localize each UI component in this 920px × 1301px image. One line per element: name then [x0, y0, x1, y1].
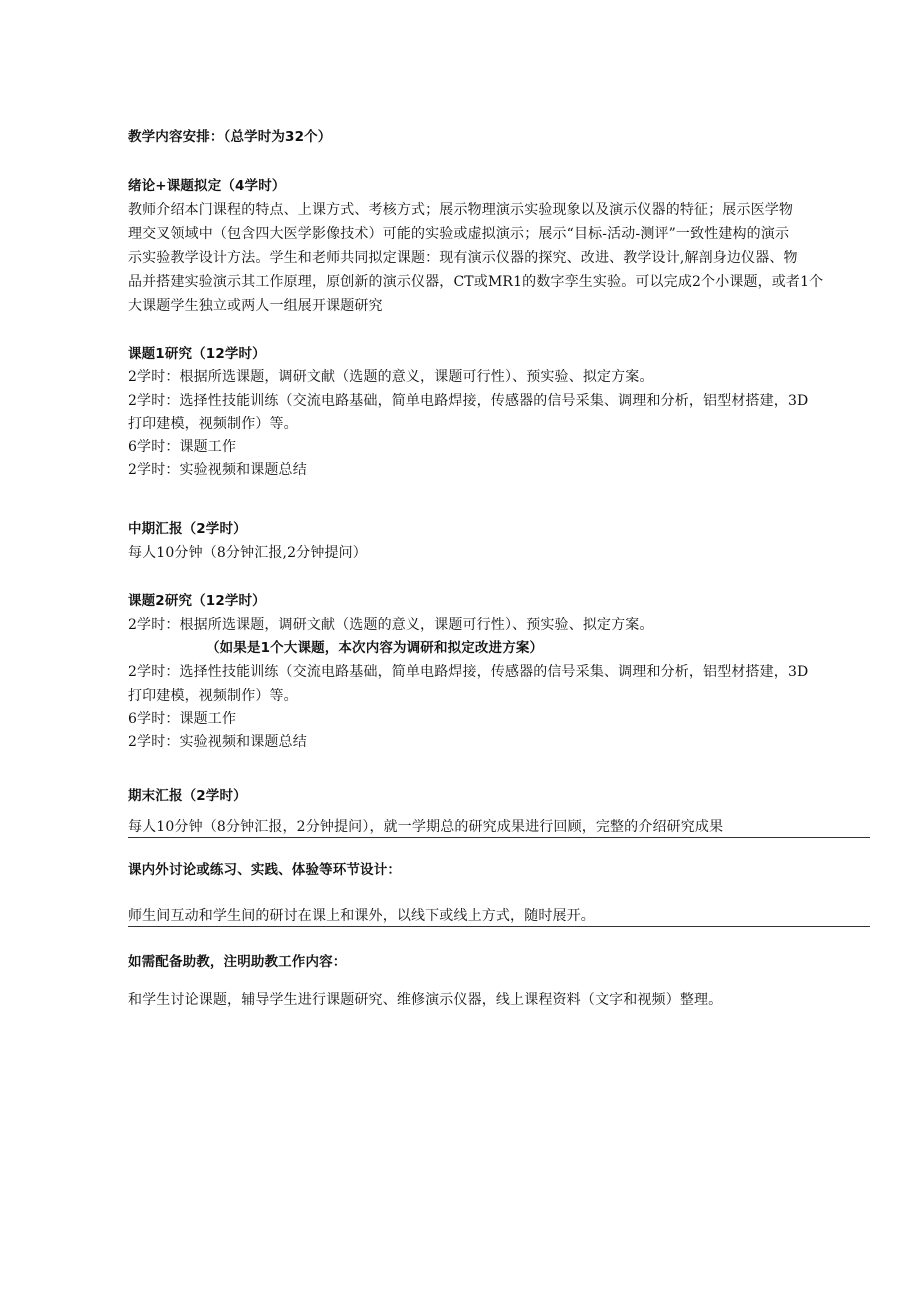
- topic2-line: 2学时：实验视频和课题总结: [128, 734, 307, 750]
- discussion-title: 课内外讨论或练习、实践、体验等环节设计：: [128, 862, 401, 878]
- intro-line: 理交叉领域中（包含四大医学影像技术）可能的实验或虚拟演示；展示“目标-活动-测评”一致性建构的演示: [128, 226, 790, 242]
- intro-title: 绪论+课题拟定（4学时）: [128, 178, 286, 194]
- final-title: 期末汇报（2学时）: [128, 788, 247, 804]
- intro-line: 品并搭建实验演示其工作原理，原创新的演示仪器，CT或MR1的数字孪生实验。可以完成2个小课题，或者1个: [128, 274, 824, 290]
- topic1-line: 打印建模，视频制作）等。: [128, 416, 298, 432]
- final-line: 每人10分钟（8分钟汇报，2分钟提问），就一学期总的研究成果进行回顾，完整的介绍研究成果: [128, 819, 724, 835]
- intro-line: 示实验教学设计方法。学生和老师共同拟定课题：现有演示仪器的探究、改进、教学设计,解剖身边仪器、物: [128, 250, 798, 266]
- midterm-title: 中期汇报（2学时）: [128, 521, 247, 537]
- topic2-title: 课题2研究（12学时）: [128, 593, 266, 609]
- intro-line: 大课题学生独立或两人一组展开课题研究: [128, 298, 383, 314]
- section-heading-teaching-plan: 教学内容安排：（总学时为32个）: [128, 129, 332, 145]
- topic1-line: 2学时：实验视频和课题总结: [128, 462, 307, 478]
- topic1-title: 课题1研究（12学时）: [128, 346, 266, 362]
- assistant-title: 如需配备助教，注明助教工作内容：: [128, 954, 347, 970]
- divider: [128, 837, 870, 838]
- topic2-line: 2学时：选择性技能训练（交流电路基础，简单电路焊接，传感器的信号采集、调理和分析，铝型材搭建，3D: [128, 664, 809, 680]
- topic2-line: 打印建模，视频制作）等。: [128, 688, 298, 704]
- topic1-line: 2学时：选择性技能训练（交流电路基础，简单电路焊接，传感器的信号采集、调理和分析，铝型材搭建，3D: [128, 393, 809, 409]
- discussion-line: 师生间互动和学生间的研讨在课上和课外，以线下或线上方式，随时展开。: [128, 908, 595, 924]
- midterm-line: 每人10分钟（8分钟汇报,2分钟提问）: [128, 545, 367, 561]
- topic2-line: 6学时：课题工作: [128, 711, 237, 727]
- divider: [128, 926, 870, 927]
- topic1-line: 6学时：课题工作: [128, 439, 237, 455]
- topic2-line: 2学时：根据所选课题，调研文献（选题的意义，课题可行性）、预实验、拟定方案。: [128, 617, 654, 633]
- intro-line: 教师介绍本门课程的特点、上课方式、考核方式；展示物理演示实验现象以及演示仪器的特征；展示医学物: [128, 202, 794, 218]
- assistant-line: 和学生讨论课题，辅导学生进行课题研究、维修演示仪器，线上课程资料（文字和视频）整理。: [128, 992, 723, 1008]
- topic1-line: 2学时：根据所选课题，调研文献（选题的意义，课题可行性）、预实验、拟定方案。: [128, 369, 654, 385]
- topic2-note: （如果是1个大课题，本次内容为调研和拟定改进方案）: [206, 640, 544, 656]
